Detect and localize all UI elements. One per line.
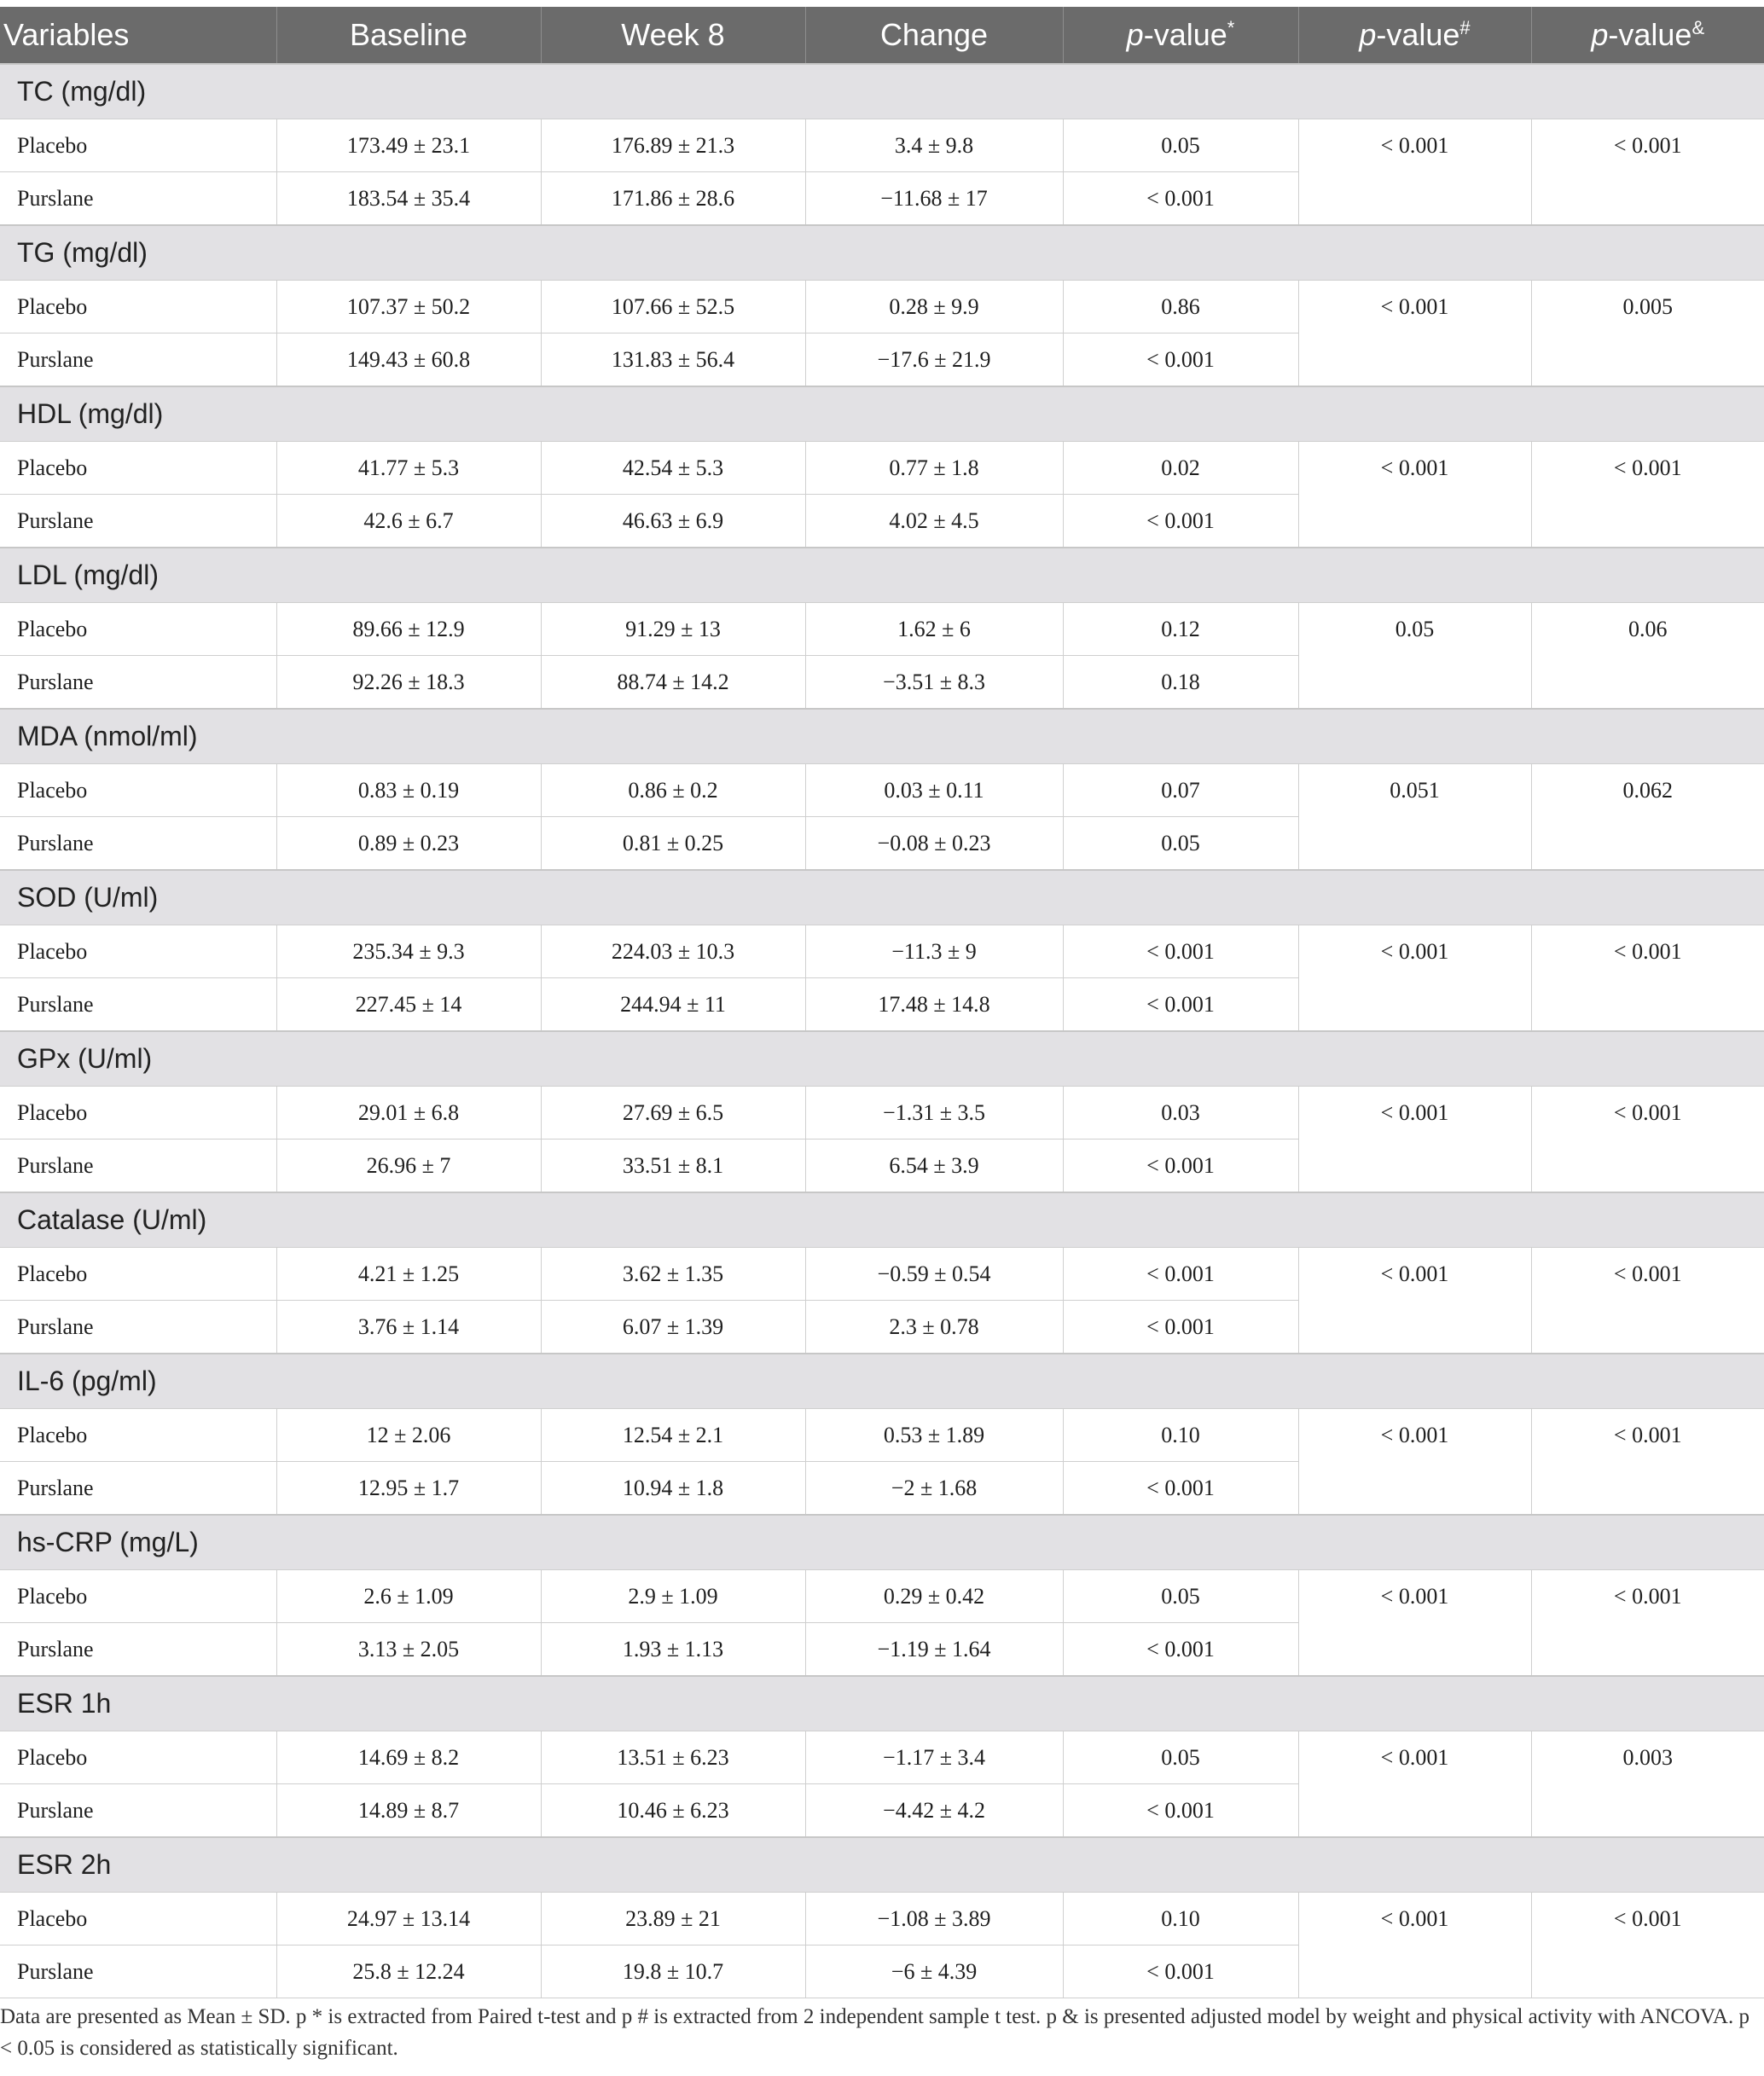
week8-cell: 88.74 ± 14.2 <box>541 656 805 710</box>
group-name-cell: Placebo <box>0 925 276 978</box>
p-value-paired-cell: 0.03 <box>1063 1087 1298 1139</box>
table-row-placebo <box>0 1893 1764 1946</box>
table-row-placebo <box>0 925 1764 978</box>
change-cell: 6.54 ± 3.9 <box>805 1139 1063 1193</box>
p-letter: p <box>1126 17 1144 52</box>
table-row-placebo <box>0 1087 1764 1139</box>
group-label: ESR 2h <box>0 1837 1764 1893</box>
week8-cell: 12.54 ± 2.1 <box>541 1409 805 1462</box>
group-header-row <box>0 64 1764 119</box>
p-value-paired-cell: < 0.001 <box>1063 1462 1298 1516</box>
baseline-cell: 173.49 ± 23.1 <box>276 119 541 172</box>
p-value-independent-cell: < 0.001 <box>1298 119 1531 226</box>
group-label: HDL (mg/dl) <box>0 386 1764 442</box>
change-cell: −1.17 ± 3.4 <box>805 1731 1063 1784</box>
header-p-value-paired <box>1063 7 1298 64</box>
value-suffix: -value <box>1143 17 1227 52</box>
change-cell: 2.3 ± 0.78 <box>805 1301 1063 1354</box>
group-label: hs-CRP (mg/L) <box>0 1515 1764 1570</box>
baseline-cell: 42.6 ± 6.7 <box>276 495 541 548</box>
baseline-cell: 235.34 ± 9.3 <box>276 925 541 978</box>
p-value-paired-cell: < 0.001 <box>1063 1301 1298 1354</box>
group-header-row <box>0 1676 1764 1731</box>
p-value-ancova-cell: < 0.001 <box>1531 1087 1764 1193</box>
baseline-cell: 183.54 ± 35.4 <box>276 172 541 226</box>
week8-cell: 19.8 ± 10.7 <box>541 1946 805 1998</box>
p-value-independent-cell: 0.05 <box>1298 603 1531 710</box>
group-name-cell: Placebo <box>0 764 276 817</box>
change-cell: −0.08 ± 0.23 <box>805 817 1063 871</box>
results-table-container <box>0 7 1764 1998</box>
group-name-cell: Purslane <box>0 817 276 871</box>
change-cell: 0.29 ± 0.42 <box>805 1570 1063 1623</box>
results-table <box>0 7 1764 1998</box>
change-cell: −17.6 ± 21.9 <box>805 333 1063 387</box>
week8-cell: 10.46 ± 6.23 <box>541 1784 805 1838</box>
group-label: Catalase (U/ml) <box>0 1192 1764 1248</box>
baseline-cell: 14.89 ± 8.7 <box>276 1784 541 1838</box>
header-week8: Week 8 <box>541 7 805 64</box>
week8-cell: 2.9 ± 1.09 <box>541 1570 805 1623</box>
baseline-cell: 3.76 ± 1.14 <box>276 1301 541 1354</box>
baseline-cell: 14.69 ± 8.2 <box>276 1731 541 1784</box>
group-name-cell: Placebo <box>0 1087 276 1139</box>
change-cell: −11.3 ± 9 <box>805 925 1063 978</box>
week8-cell: 107.66 ± 52.5 <box>541 281 805 333</box>
group-label: LDL (mg/dl) <box>0 548 1764 603</box>
week8-cell: 6.07 ± 1.39 <box>541 1301 805 1354</box>
week8-cell: 13.51 ± 6.23 <box>541 1731 805 1784</box>
table-row-placebo <box>0 1248 1764 1301</box>
change-cell: 0.53 ± 1.89 <box>805 1409 1063 1462</box>
group-header-row <box>0 709 1764 764</box>
group-header-row <box>0 1837 1764 1893</box>
week8-cell: 33.51 ± 8.1 <box>541 1139 805 1193</box>
baseline-cell: 26.96 ± 7 <box>276 1139 541 1193</box>
group-name-cell: Placebo <box>0 603 276 656</box>
value-suffix: -value <box>1376 17 1460 52</box>
group-header-row <box>0 386 1764 442</box>
change-cell: −11.68 ± 17 <box>805 172 1063 226</box>
asterisk-mark: * <box>1227 17 1235 38</box>
p-value-paired-cell: < 0.001 <box>1063 172 1298 226</box>
p-value-independent-cell: < 0.001 <box>1298 1570 1531 1677</box>
table-row-placebo <box>0 1731 1764 1784</box>
baseline-cell: 4.21 ± 1.25 <box>276 1248 541 1301</box>
group-header-row <box>0 870 1764 925</box>
change-cell: 0.77 ± 1.8 <box>805 442 1063 495</box>
group-name-cell: Placebo <box>0 119 276 172</box>
group-header-row <box>0 1031 1764 1087</box>
table-row-placebo <box>0 603 1764 656</box>
p-value-paired-cell: < 0.001 <box>1063 495 1298 548</box>
p-value-paired-cell: < 0.001 <box>1063 1139 1298 1193</box>
week8-cell: 244.94 ± 11 <box>541 978 805 1032</box>
p-value-paired-cell: 0.10 <box>1063 1893 1298 1946</box>
table-row-placebo <box>0 1570 1764 1623</box>
header-change: Change <box>805 7 1063 64</box>
baseline-cell: 25.8 ± 12.24 <box>276 1946 541 1998</box>
group-name-cell: Purslane <box>0 656 276 710</box>
header-baseline: Baseline <box>276 7 541 64</box>
week8-cell: 46.63 ± 6.9 <box>541 495 805 548</box>
group-label: TC (mg/dl) <box>0 64 1764 119</box>
group-name-cell: Purslane <box>0 1139 276 1193</box>
p-letter: p <box>1359 17 1377 52</box>
p-value-independent-cell: < 0.001 <box>1298 442 1531 548</box>
p-value-ancova-cell: < 0.001 <box>1531 1893 1764 1998</box>
p-value-paired-cell: < 0.001 <box>1063 1248 1298 1301</box>
p-value-paired-cell: < 0.001 <box>1063 925 1298 978</box>
week8-cell: 42.54 ± 5.3 <box>541 442 805 495</box>
change-cell: −6 ± 4.39 <box>805 1946 1063 1998</box>
p-value-ancova-cell: < 0.001 <box>1531 1248 1764 1354</box>
change-cell: 3.4 ± 9.8 <box>805 119 1063 172</box>
header-row <box>0 7 1764 64</box>
week8-cell: 131.83 ± 56.4 <box>541 333 805 387</box>
table-row-placebo <box>0 119 1764 172</box>
group-name-cell: Placebo <box>0 1570 276 1623</box>
group-name-cell: Purslane <box>0 1301 276 1354</box>
ampersand-mark: & <box>1691 17 1705 38</box>
change-cell: −1.31 ± 3.5 <box>805 1087 1063 1139</box>
baseline-cell: 41.77 ± 5.3 <box>276 442 541 495</box>
change-cell: −4.42 ± 4.2 <box>805 1784 1063 1838</box>
group-label: ESR 1h <box>0 1676 1764 1731</box>
group-name-cell: Placebo <box>0 1248 276 1301</box>
week8-cell: 224.03 ± 10.3 <box>541 925 805 978</box>
change-cell: 17.48 ± 14.8 <box>805 978 1063 1032</box>
table-footnote: Data are presented as Mean ± SD. p * is extracted from Paired t-test and p # is extracted from 2 independent sample t test. p & is presented adjusted model by weight and physical activity with ANCOVA. p < 0.05 is considered as statistically significant. <box>0 2005 1749 2060</box>
group-label: GPx (U/ml) <box>0 1031 1764 1087</box>
p-value-paired-cell: 0.02 <box>1063 442 1298 495</box>
week8-cell: 27.69 ± 6.5 <box>541 1087 805 1139</box>
p-value-independent-cell: 0.051 <box>1298 764 1531 871</box>
week8-cell: 0.81 ± 0.25 <box>541 817 805 871</box>
baseline-cell: 0.83 ± 0.19 <box>276 764 541 817</box>
table-body <box>0 64 1764 1998</box>
p-value-ancova-cell: < 0.001 <box>1531 1409 1764 1516</box>
change-cell: 0.03 ± 0.11 <box>805 764 1063 817</box>
baseline-cell: 92.26 ± 18.3 <box>276 656 541 710</box>
baseline-cell: 2.6 ± 1.09 <box>276 1570 541 1623</box>
group-name-cell: Placebo <box>0 442 276 495</box>
group-name-cell: Purslane <box>0 172 276 226</box>
week8-cell: 91.29 ± 13 <box>541 603 805 656</box>
hash-mark: # <box>1459 17 1471 38</box>
p-value-paired-cell: 0.05 <box>1063 817 1298 871</box>
table-row-placebo <box>0 764 1764 817</box>
week8-cell: 3.62 ± 1.35 <box>541 1248 805 1301</box>
group-header-row <box>0 1192 1764 1248</box>
change-cell: −1.19 ± 1.64 <box>805 1623 1063 1677</box>
p-value-independent-cell: < 0.001 <box>1298 1409 1531 1516</box>
group-label: TG (mg/dl) <box>0 225 1764 281</box>
value-suffix: -value <box>1608 17 1692 52</box>
p-value-independent-cell: < 0.001 <box>1298 925 1531 1032</box>
group-name-cell: Purslane <box>0 1784 276 1838</box>
change-cell: 4.02 ± 4.5 <box>805 495 1063 548</box>
group-label: IL-6 (pg/ml) <box>0 1354 1764 1409</box>
table-row-placebo <box>0 281 1764 333</box>
p-value-paired-cell: < 0.001 <box>1063 1784 1298 1838</box>
week8-cell: 1.93 ± 1.13 <box>541 1623 805 1677</box>
week8-cell: 10.94 ± 1.8 <box>541 1462 805 1516</box>
p-value-paired-cell: < 0.001 <box>1063 1946 1298 1998</box>
group-name-cell: Purslane <box>0 1462 276 1516</box>
header-p-value-ancova <box>1531 7 1764 64</box>
p-value-paired-cell: 0.10 <box>1063 1409 1298 1462</box>
week8-cell: 0.86 ± 0.2 <box>541 764 805 817</box>
group-label: SOD (U/ml) <box>0 870 1764 925</box>
p-value-ancova-cell: < 0.001 <box>1531 442 1764 548</box>
baseline-cell: 89.66 ± 12.9 <box>276 603 541 656</box>
p-value-independent-cell: < 0.001 <box>1298 1731 1531 1838</box>
baseline-cell: 0.89 ± 0.23 <box>276 817 541 871</box>
p-value-ancova-cell: 0.062 <box>1531 764 1764 871</box>
group-header-row <box>0 548 1764 603</box>
p-value-paired-cell: 0.05 <box>1063 1570 1298 1623</box>
baseline-cell: 227.45 ± 14 <box>276 978 541 1032</box>
group-name-cell: Purslane <box>0 1946 276 1998</box>
p-value-paired-cell: 0.05 <box>1063 1731 1298 1784</box>
group-name-cell: Purslane <box>0 978 276 1032</box>
group-name-cell: Placebo <box>0 1409 276 1462</box>
p-value-ancova-cell: 0.005 <box>1531 281 1764 387</box>
baseline-cell: 12 ± 2.06 <box>276 1409 541 1462</box>
week8-cell: 23.89 ± 21 <box>541 1893 805 1946</box>
p-value-independent-cell: < 0.001 <box>1298 1087 1531 1193</box>
group-name-cell: Placebo <box>0 1893 276 1946</box>
change-cell: −2 ± 1.68 <box>805 1462 1063 1516</box>
change-cell: −0.59 ± 0.54 <box>805 1248 1063 1301</box>
p-value-independent-cell: < 0.001 <box>1298 1893 1531 1998</box>
group-name-cell: Purslane <box>0 1623 276 1677</box>
group-name-cell: Purslane <box>0 333 276 387</box>
group-name-cell: Placebo <box>0 1731 276 1784</box>
header-variables: Variables <box>0 7 276 64</box>
p-value-paired-cell: < 0.001 <box>1063 333 1298 387</box>
table-row-placebo <box>0 442 1764 495</box>
p-value-ancova-cell: 0.06 <box>1531 603 1764 710</box>
baseline-cell: 24.97 ± 13.14 <box>276 1893 541 1946</box>
change-cell: −1.08 ± 3.89 <box>805 1893 1063 1946</box>
p-value-paired-cell: 0.12 <box>1063 603 1298 656</box>
change-cell: 1.62 ± 6 <box>805 603 1063 656</box>
p-value-paired-cell: 0.18 <box>1063 656 1298 710</box>
p-value-paired-cell: < 0.001 <box>1063 1623 1298 1677</box>
p-value-ancova-cell: < 0.001 <box>1531 925 1764 1032</box>
p-value-paired-cell: < 0.001 <box>1063 978 1298 1032</box>
baseline-cell: 29.01 ± 6.8 <box>276 1087 541 1139</box>
p-value-paired-cell: 0.86 <box>1063 281 1298 333</box>
change-cell: −3.51 ± 8.3 <box>805 656 1063 710</box>
week8-cell: 176.89 ± 21.3 <box>541 119 805 172</box>
baseline-cell: 12.95 ± 1.7 <box>276 1462 541 1516</box>
table-row-placebo <box>0 1409 1764 1462</box>
week8-cell: 171.86 ± 28.6 <box>541 172 805 226</box>
p-value-independent-cell: < 0.001 <box>1298 281 1531 387</box>
baseline-cell: 107.37 ± 50.2 <box>276 281 541 333</box>
p-value-independent-cell: < 0.001 <box>1298 1248 1531 1354</box>
group-label: MDA (nmol/ml) <box>0 709 1764 764</box>
group-name-cell: Purslane <box>0 495 276 548</box>
baseline-cell: 3.13 ± 2.05 <box>276 1623 541 1677</box>
change-cell: 0.28 ± 9.9 <box>805 281 1063 333</box>
p-value-paired-cell: 0.05 <box>1063 119 1298 172</box>
group-header-row <box>0 1515 1764 1570</box>
group-header-row <box>0 1354 1764 1409</box>
p-value-ancova-cell: < 0.001 <box>1531 119 1764 226</box>
p-letter: p <box>1591 17 1609 52</box>
group-header-row <box>0 225 1764 281</box>
header-p-value-independent <box>1298 7 1531 64</box>
p-value-paired-cell: 0.07 <box>1063 764 1298 817</box>
baseline-cell: 149.43 ± 60.8 <box>276 333 541 387</box>
group-name-cell: Placebo <box>0 281 276 333</box>
p-value-ancova-cell: 0.003 <box>1531 1731 1764 1838</box>
p-value-ancova-cell: < 0.001 <box>1531 1570 1764 1677</box>
